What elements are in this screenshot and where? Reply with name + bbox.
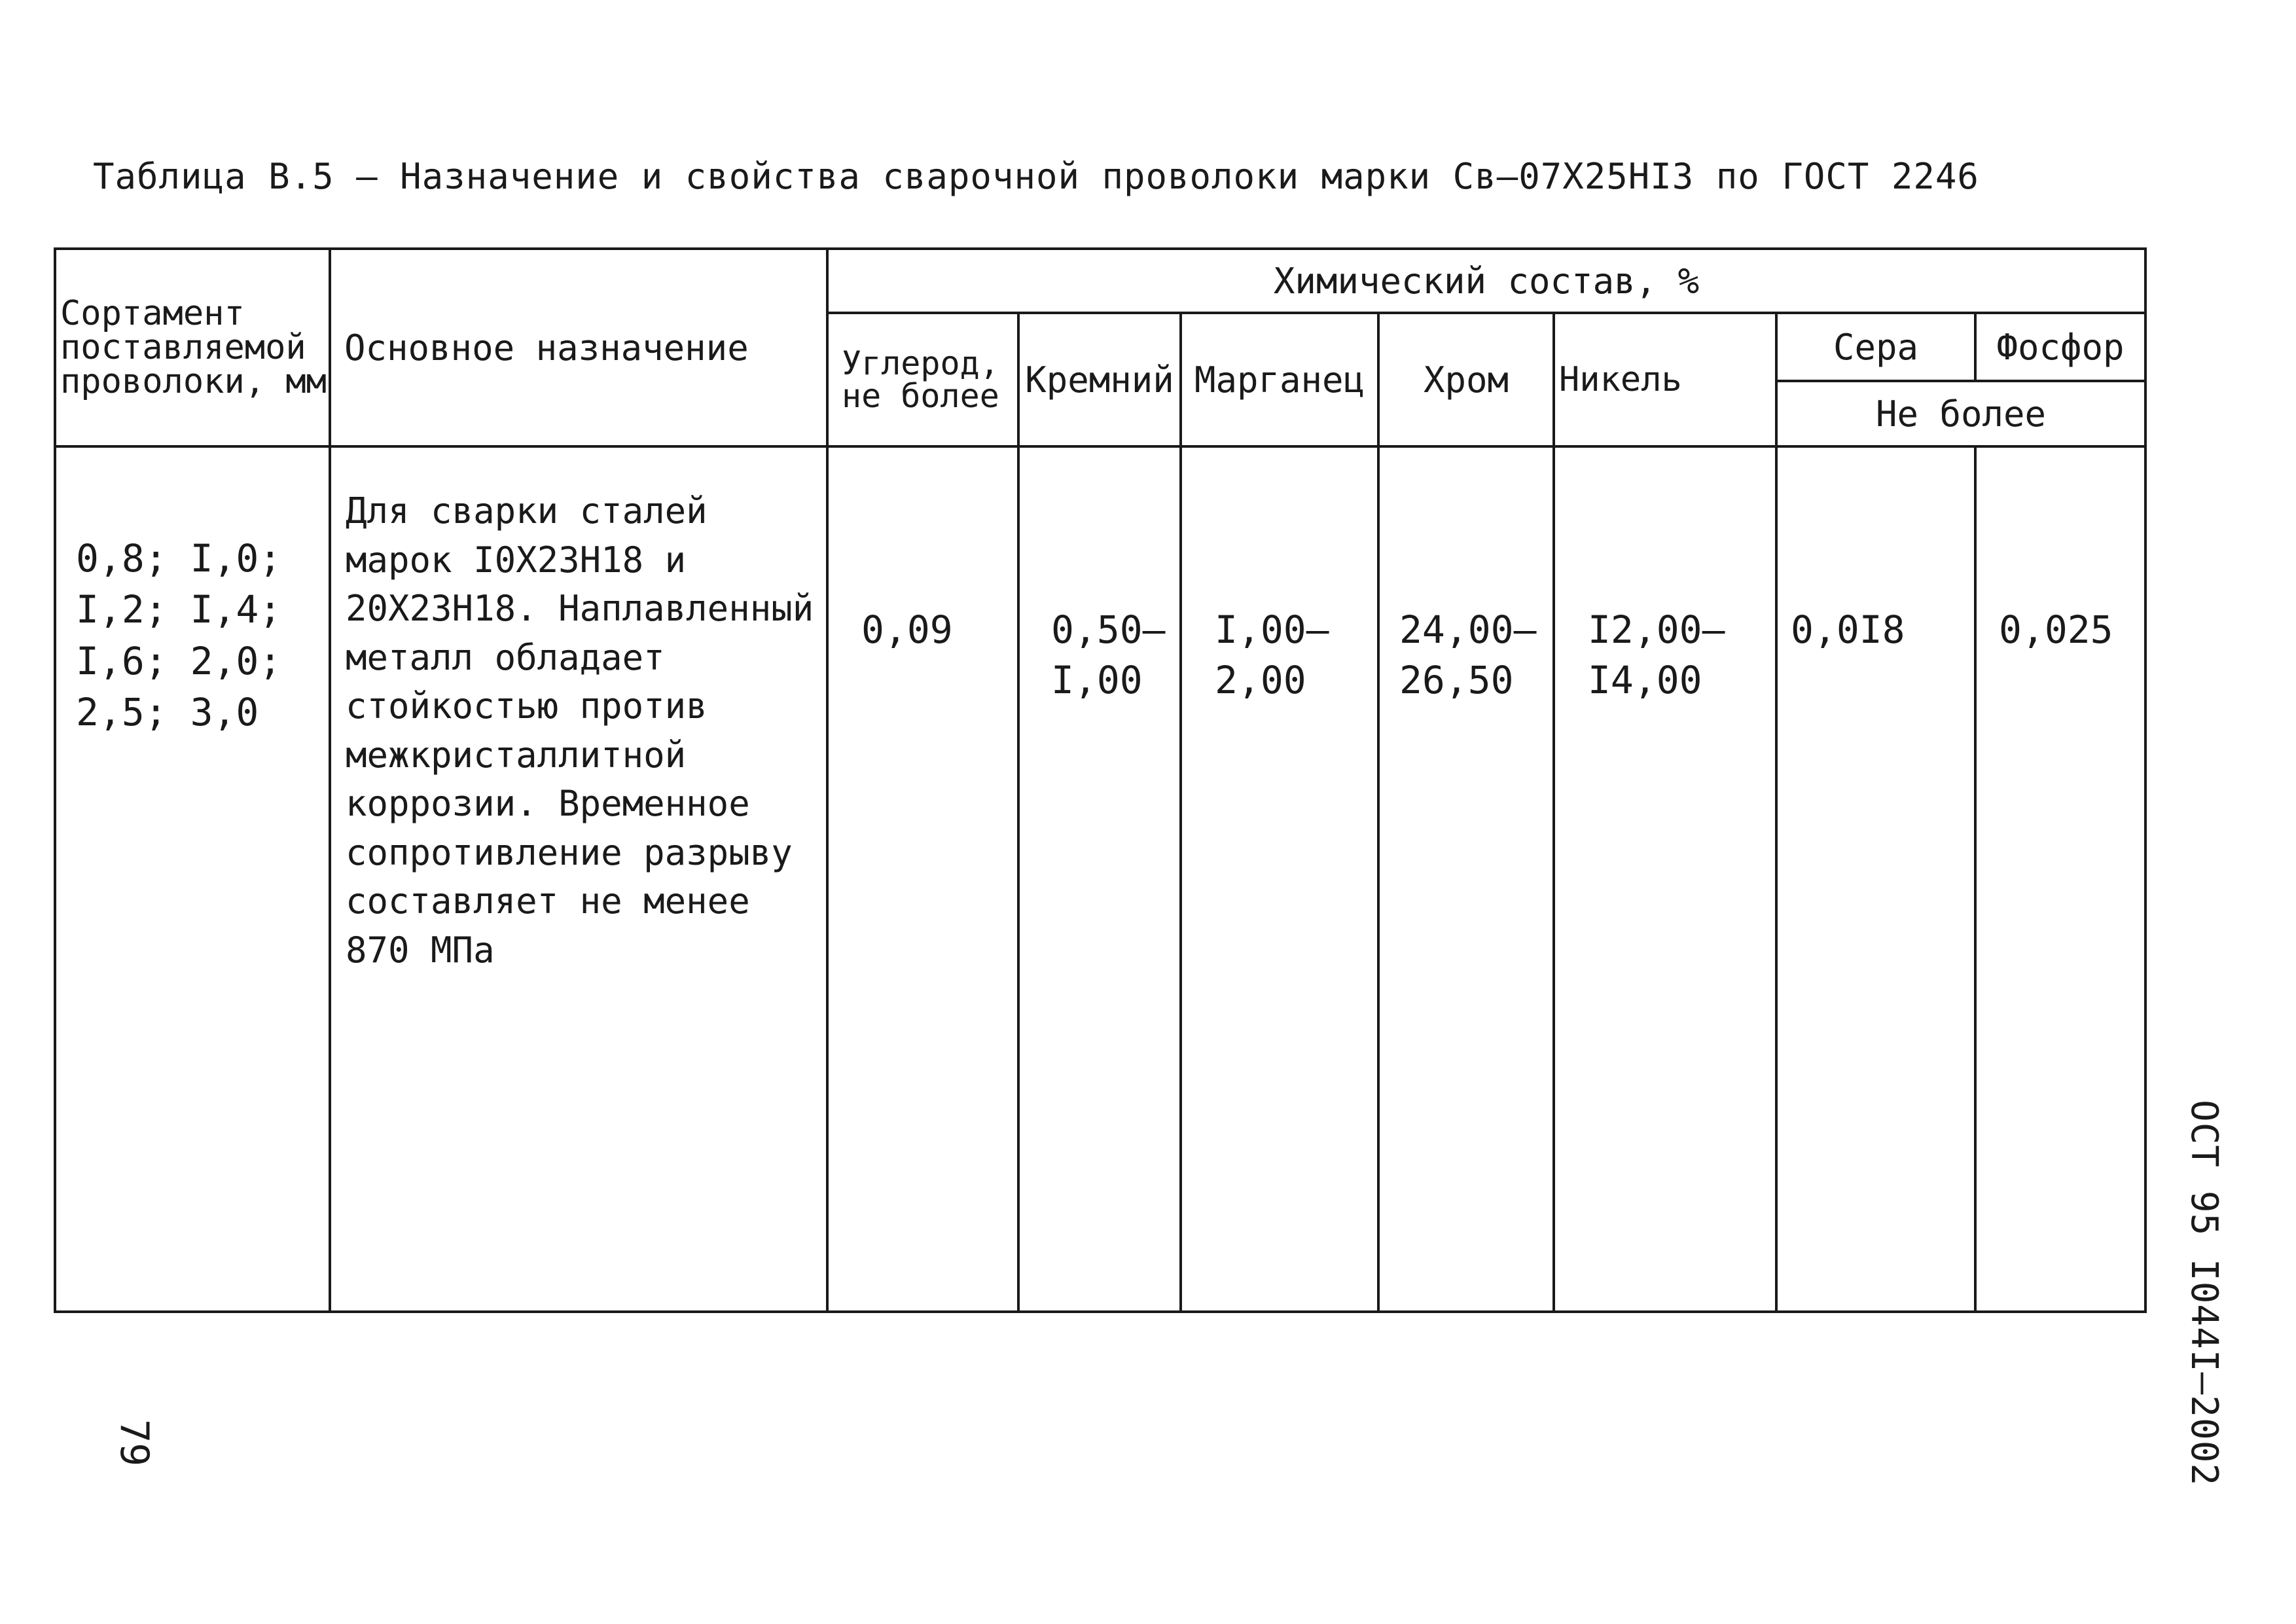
cell-carbon [827, 446, 1018, 1312]
cell-phosphorus [1975, 446, 2145, 1312]
sulfur-value: 0,0I8 [1791, 607, 1905, 652]
table-caption: Таблица В.5 – Назначение и свойства сварочной проволоки марки Св–07Х25НI3 по ГОСТ 2246 [93, 156, 1979, 197]
nickel-from: I2,00– [1588, 607, 1725, 652]
document-code: ОСТ 95 I044I–2002 [2183, 1100, 2225, 1487]
header-assortment: Сортамент поставляемой проволоки, мм [55, 249, 330, 446]
header-chemical-composition: Химический состав, % [827, 249, 2145, 313]
cell-chromium [1378, 446, 1554, 1312]
chromium-to: 26,50 [1399, 658, 1514, 703]
header-chromium: Хром [1378, 313, 1554, 446]
header-phosphorus: Фосфор [1975, 313, 2145, 381]
header-nickel: Никель [1554, 313, 1776, 446]
cell-purpose: Для сварки сталей марок I0Х23Н18 и 20Х23Н18. Наплавленный металл обладает стойкостью против межкристаллитной коррозии. Временное сопротивление разрыву составляет не менее 870 МПа [330, 446, 827, 1312]
header-silicon: Кремний [1018, 313, 1181, 446]
nickel-to: I4,00 [1588, 658, 1702, 703]
cell-sulfur [1776, 446, 1975, 1312]
page-number: 79 [111, 1419, 157, 1467]
chromium-from: 24,00– [1399, 607, 1537, 652]
cell-silicon [1018, 446, 1181, 1312]
cell-manganese [1181, 446, 1378, 1312]
header-not-more: Не более [1776, 381, 2145, 446]
cell-assortment: 0,8; I,0; I,2; I,4; I,6; 2,0; 2,5; 3,0 [55, 446, 330, 1312]
carbon-value: 0,09 [861, 607, 953, 652]
table-row [55, 446, 2145, 1312]
header-manganese: Марганец [1181, 313, 1378, 446]
manganese-from: I,00– [1215, 607, 1329, 652]
silicon-to: I,00 [1051, 658, 1143, 703]
header-purpose: Основное назначение [330, 249, 827, 446]
header-carbon: Углерод, не более [827, 313, 1018, 446]
cell-nickel [1554, 446, 1776, 1312]
phosphorus-value: 0,025 [1999, 607, 2113, 652]
header-sulfur: Сера [1776, 313, 1975, 381]
wire-properties-table [54, 247, 2147, 1313]
manganese-to: 2,00 [1215, 658, 1306, 703]
silicon-from: 0,50– [1051, 607, 1166, 652]
